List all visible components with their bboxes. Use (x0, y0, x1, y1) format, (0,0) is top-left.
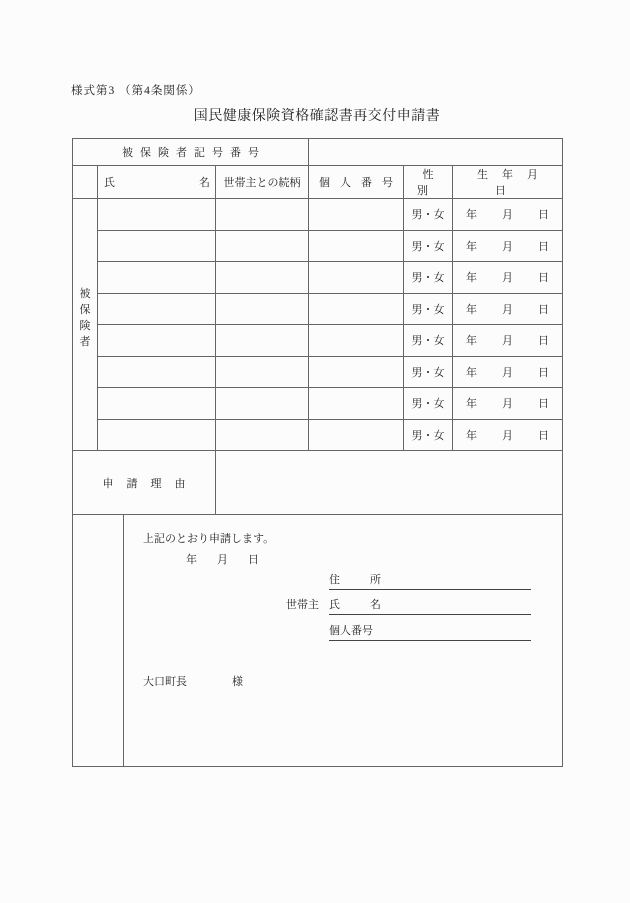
relationship-header: 世帯主との続柄 (216, 166, 309, 199)
sex-options: 男・女 (404, 325, 453, 357)
sex-options: 男・女 (404, 230, 453, 262)
table-row (73, 325, 563, 357)
symbol-number-value-cell (309, 139, 563, 166)
table-row (73, 388, 563, 420)
personal-number-underline: 個人番号 (329, 622, 531, 641)
table-row (73, 419, 563, 451)
personal-number-input-cell (309, 199, 404, 231)
householder-label: 世帯主 (286, 599, 319, 611)
table-row (73, 356, 563, 388)
birth-date-cell: 年 月 日 (453, 230, 563, 262)
addressee-name: 大口町長 (143, 676, 187, 688)
birth-date-cell: 年 月 日 (453, 388, 563, 420)
personal-number-header: 個人番号 (309, 166, 404, 199)
declaration-left-spacer (73, 515, 124, 767)
name-input-cell (98, 293, 216, 325)
name-input-cell (98, 230, 216, 262)
relationship-input-cell (216, 199, 309, 231)
reason-label: 申請理由 (73, 451, 216, 515)
relationship-input-cell (216, 293, 309, 325)
reason-input-cell (216, 451, 563, 515)
relationship-input-cell (216, 230, 309, 262)
sex-options: 男・女 (404, 388, 453, 420)
table-row (73, 293, 563, 325)
name-underline: 氏 名 (329, 596, 531, 615)
name-header-right: 名 (199, 177, 210, 189)
application-form-table (72, 138, 563, 767)
name-input-cell (98, 388, 216, 420)
address-line (329, 571, 531, 590)
table-row (73, 230, 563, 262)
name-input-cell (98, 199, 216, 231)
form-number-note: 様式第3 （第4条関係） (71, 85, 201, 97)
relationship-input-cell (216, 356, 309, 388)
personal-number-input-cell (309, 388, 404, 420)
relationship-input-cell (216, 388, 309, 420)
sex-options: 男・女 (404, 356, 453, 388)
personal-number-input-cell (309, 356, 404, 388)
birth-date-cell: 年 月 日 (453, 293, 563, 325)
sex-options: 男・女 (404, 262, 453, 294)
address-underline: 住 所 (329, 571, 531, 590)
symbol-number-row (73, 139, 563, 166)
name-input-cell (98, 356, 216, 388)
birth-date-cell: 年 月 日 (453, 262, 563, 294)
householder-name-line (286, 596, 531, 615)
honorific-label: 様 (232, 676, 243, 688)
personal-number-input-cell (309, 262, 404, 294)
sex-options: 男・女 (404, 293, 453, 325)
declaration-row (73, 515, 563, 767)
relationship-input-cell (216, 262, 309, 294)
name-header (98, 166, 216, 199)
sex-options: 男・女 (404, 199, 453, 231)
name-header-left: 氏 (104, 177, 115, 189)
page-title: 国民健康保険資格確認書再交付申請書 (193, 109, 441, 124)
personal-number-input-cell (309, 230, 404, 262)
name-input-cell (98, 419, 216, 451)
birth-date-cell: 年 月 日 (453, 356, 563, 388)
name-input-cell (98, 325, 216, 357)
sex-options: 男・女 (404, 419, 453, 451)
relationship-input-cell (216, 419, 309, 451)
personal-number-line (329, 622, 531, 641)
sex-header: 性別 (404, 166, 453, 199)
declaration-statement: 上記のとおり申請します。 (143, 533, 275, 545)
header-row (73, 166, 563, 199)
declaration-cell (124, 515, 563, 767)
declaration-date: 年 月 日 (186, 554, 259, 566)
table-row (73, 262, 563, 294)
personal-number-input-cell (309, 419, 404, 451)
personal-number-input-cell (309, 293, 404, 325)
table-row (73, 199, 563, 231)
addressee-line (143, 673, 243, 689)
birth-date-header: 生年月日 (453, 166, 563, 199)
insured-column-spacer (73, 166, 98, 199)
relationship-input-cell (216, 325, 309, 357)
birth-date-cell: 年 月 日 (453, 419, 563, 451)
birth-date-cell: 年 月 日 (453, 199, 563, 231)
symbol-number-label: 被保険者記号番号 (73, 139, 309, 166)
name-input-cell (98, 262, 216, 294)
reason-row (73, 451, 563, 515)
personal-number-input-cell (309, 325, 404, 357)
insured-person-vertical-label: 被 保 険 者 (73, 199, 98, 451)
birth-date-cell: 年 月 日 (453, 325, 563, 357)
